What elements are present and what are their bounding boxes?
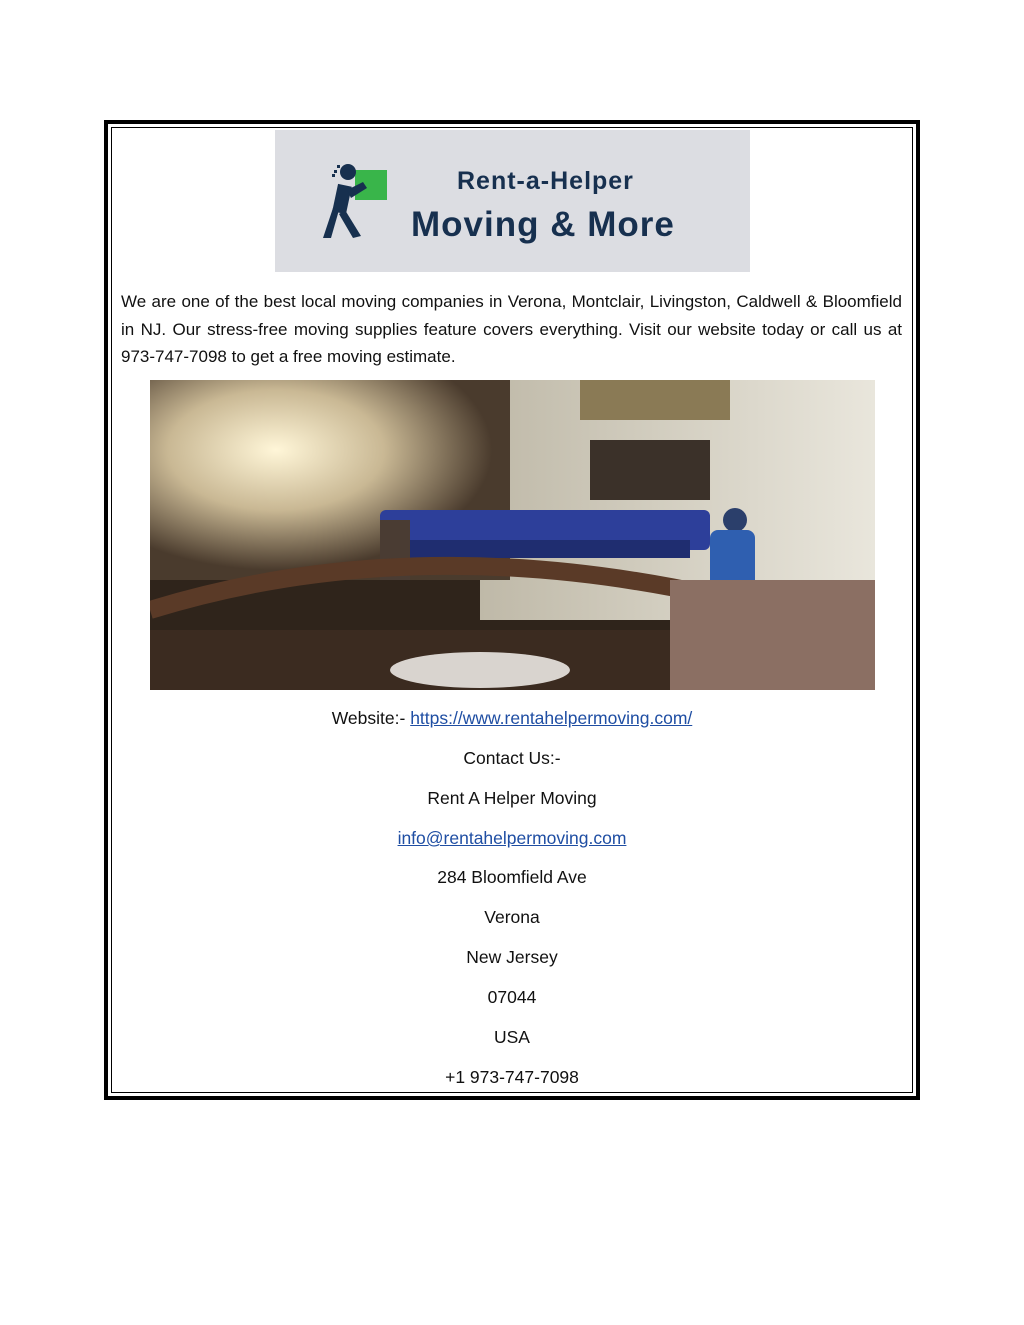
country: USA xyxy=(494,1027,530,1047)
city: Verona xyxy=(484,907,540,927)
logo-line1: Rent-a-Helper xyxy=(457,167,634,195)
logo-line2: Moving & More xyxy=(411,205,675,244)
street-address: 284 Bloomfield Ave xyxy=(437,867,587,887)
photo-illustration xyxy=(150,380,875,690)
logo-graphic xyxy=(275,130,750,272)
intro-paragraph: We are one of the best local moving companies in Verona, Montclair, Livingston, Caldwell & Bloomfield in NJ. Our stress-free moving supplies feature covers everything. Visit our website today or call us at 973-747-7098 to get a free moving estimate. xyxy=(121,292,902,366)
phone-number: +1 973-747-7098 xyxy=(445,1067,579,1087)
contact-heading: Contact Us:- xyxy=(463,748,561,768)
zip-code: 07044 xyxy=(487,987,537,1007)
company-logo xyxy=(275,130,750,272)
email-link[interactable]: info@rentahelpermoving.com xyxy=(397,828,627,848)
moving-photo xyxy=(150,380,875,690)
email-line xyxy=(112,826,912,850)
website-link[interactable]: https://www.rentahelpermoving.com/ xyxy=(410,708,693,728)
website-label: Website:- xyxy=(331,708,411,728)
state: New Jersey xyxy=(466,947,558,967)
website-line xyxy=(112,706,912,730)
company-name: Rent A Helper Moving xyxy=(427,788,597,808)
